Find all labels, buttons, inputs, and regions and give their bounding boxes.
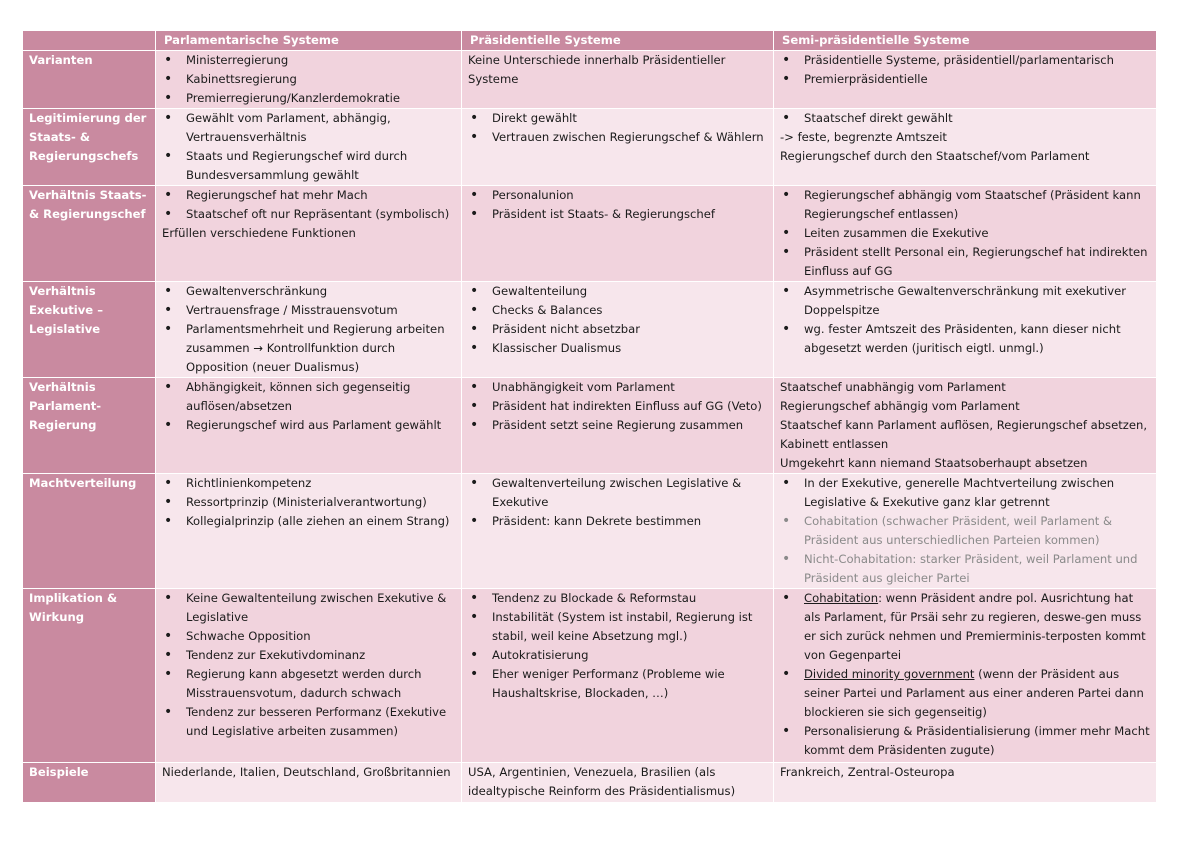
bullet-item: • Tendenz zu Blockade & Reformstau xyxy=(468,589,767,608)
table-row xyxy=(23,109,1157,186)
bullet-item: • Regierungschef hat mehr Mach xyxy=(162,186,455,205)
bullet-item: • Eher weniger Performanz (Probleme wie Haushaltskrise, Blockaden, …) xyxy=(468,665,767,703)
bullet-item: • Regierungschef abhängig vom Staatschef (Präsident kann Regierungschef entlassen) xyxy=(780,186,1150,224)
header-row xyxy=(23,31,1157,51)
bullet-item: • Personalisierung & Präsidentialisierung (immer mehr Macht kommt dem Präsidenten zugute) xyxy=(780,722,1150,760)
bullet-text: : wenn Präsident andre pol. Ausrichtung hat als Parlament, für Prsäi sehr zu regieren, deswe-gen muss er sich zurück nehmen und Premierminis-terposten kommt von Gegenpartei xyxy=(804,591,1146,662)
underlined-term: Divided minority government xyxy=(804,667,975,681)
bullet-item: • Kollegialprinzip (alle ziehen an einem Strang) xyxy=(162,512,455,531)
cell-parlamentarisch xyxy=(156,109,462,186)
cell-parlamentarisch xyxy=(156,186,462,282)
cell-text: Regierungschef durch den Staatschef/vom Parlament xyxy=(780,149,1090,163)
cell-parlamentarisch xyxy=(156,282,462,378)
bullet-item: • Ressortprinzip (Ministerialverantwortung) xyxy=(162,493,455,512)
cell-text: Regierungschef abhängig vom Parlament xyxy=(780,399,1020,413)
bullet-item: • Nicht-Cohabitation: starker Präsident, weil Parlament und Präsident aus gleicher Partei xyxy=(780,550,1150,588)
bullet-item: • Gewaltenteilung xyxy=(468,282,767,301)
table-row xyxy=(23,51,1157,109)
bullet-item xyxy=(780,589,1150,665)
header-corner xyxy=(23,31,156,51)
cell-parlamentarisch xyxy=(156,474,462,589)
table-row xyxy=(23,282,1157,378)
row-label: Verhältnis Exekutive – Legislative xyxy=(23,282,156,378)
bullet-item: • Premierregierung/Kanzlerdemokratie xyxy=(162,89,455,108)
comparison-table xyxy=(22,30,1157,803)
cell-text: Erfüllen verschiedene Funktionen xyxy=(162,226,356,240)
bullet-item: • Leiten zusammen die Exekutive xyxy=(780,224,1150,243)
bullet-item: • Personalunion xyxy=(468,186,767,205)
bullet-item: • Vertrauen zwischen Regierungschef & Wählern xyxy=(468,128,767,147)
row-label: Verhältnis Parlament-Regierung xyxy=(23,378,156,474)
cell-text: Niederlande, Italien, Deutschland, Großbritannien xyxy=(162,765,451,779)
cell-parlamentarisch xyxy=(156,51,462,109)
cell-praesidentiell xyxy=(462,589,774,763)
cell-text: Keine Unterschiede innerhalb Präsidentieller Systeme xyxy=(468,53,726,86)
bullet-item: • Parlamentsmehrheit und Regierung arbeiten zusammen → Kontrollfunktion durch Opposition (neuer Dualismus) xyxy=(162,320,455,377)
cell-parlamentarisch xyxy=(156,589,462,763)
bullet-item: • Abhängigkeit, können sich gegenseitig auflösen/absetzen xyxy=(162,378,455,416)
cell-semi-praesidentiell xyxy=(774,474,1157,589)
cell-praesidentiell xyxy=(462,51,774,109)
bullet-item: • In der Exekutive, generelle Machtverteilung zwischen Legislative & Exekutive ganz klar getrennt xyxy=(780,474,1150,512)
bullet-item: • Keine Gewaltenteilung zwischen Exekutive & Legislative xyxy=(162,589,455,627)
bullet-item: • Präsident nicht absetzbar xyxy=(468,320,767,339)
table-row xyxy=(23,186,1157,282)
cell-text: Frankreich, Zentral-Osteuropa xyxy=(780,765,955,779)
row-label: Beispiele xyxy=(23,763,156,803)
row-label: Legitimierung der Staats- & Regierungschefs xyxy=(23,109,156,186)
bullet-item: • Checks & Balances xyxy=(468,301,767,320)
bullet-item: • Direkt gewählt xyxy=(468,109,767,128)
header-semi-praesidentielle: Semi-präsidentielle Systeme xyxy=(774,31,1157,51)
bullet-item: • Premierpräsidentielle xyxy=(780,70,1150,89)
cell-parlamentarisch xyxy=(156,378,462,474)
bullet-item: • Gewählt vom Parlament, abhängig, Vertrauensverhältnis xyxy=(162,109,455,147)
cell-text: USA, Argentinien, Venezuela, Brasilien (als idealtypische Reinform des Präsidentialismus) xyxy=(468,765,736,798)
cell-parlamentarisch xyxy=(156,763,462,803)
bullet-item: • Gewaltenverteilung zwischen Legislative & Exekutive xyxy=(468,474,767,512)
bullet-item: • Klassischer Dualismus xyxy=(468,339,767,358)
bullet-text: (wenn der Präsident aus seiner Partei und Parlament aus einer anderen Partei dann blockieren sie sich gegenseitig) xyxy=(804,667,1144,719)
row-label: Machtverteilung xyxy=(23,474,156,589)
header-praesidentielle: Präsidentielle Systeme xyxy=(462,31,774,51)
cell-text: -> feste, begrenzte Amtszeit xyxy=(780,130,947,144)
bullet-item: • Tendenz zur Exekutivdominanz xyxy=(162,646,455,665)
cell-semi-praesidentiell xyxy=(774,378,1157,474)
table-row xyxy=(23,589,1157,763)
row-label: Verhältnis Staats- & Regierungschef xyxy=(23,186,156,282)
bullet-item: • Präsident: kann Dekrete bestimmen xyxy=(468,512,767,531)
table-row xyxy=(23,378,1157,474)
bullet-item: • Präsident stellt Personal ein, Regierungschef hat indirekten Einfluss auf GG xyxy=(780,243,1150,281)
bullet-item: • Gewaltenverschränkung xyxy=(162,282,455,301)
cell-praesidentiell xyxy=(462,109,774,186)
bullet-item: • Tendenz zur besseren Performanz (Exekutive und Legislative arbeiten zusammen) xyxy=(162,703,455,741)
cell-semi-praesidentiell xyxy=(774,589,1157,763)
bullet-item: • Regierungschef wird aus Parlament gewählt xyxy=(162,416,455,435)
bullet-item: • Vertrauensfrage / Misstrauensvotum xyxy=(162,301,455,320)
bullet-item: • Unabhängigkeit vom Parlament xyxy=(468,378,767,397)
row-label: Implikation & Wirkung xyxy=(23,589,156,763)
cell-text: Staatschef unabhängig vom Parlament xyxy=(780,380,1006,394)
bullet-item: • Regierung kann abgesetzt werden durch Misstrauensvotum, dadurch schwach xyxy=(162,665,455,703)
cell-semi-praesidentiell xyxy=(774,186,1157,282)
header-parlamentarische: Parlamentarische Systeme xyxy=(156,31,462,51)
cell-praesidentiell xyxy=(462,378,774,474)
bullet-item xyxy=(780,665,1150,722)
bullet-item: • Präsident hat indirekten Einfluss auf GG (Veto) xyxy=(468,397,767,416)
bullet-item: • Ministerregierung xyxy=(162,51,455,70)
cell-text: Staatschef kann Parlament auflösen, Regierungschef absetzen, Kabinett entlassen xyxy=(780,418,1148,451)
bullet-item: • Asymmetrische Gewaltenverschränkung mit exekutiver Doppelspitze xyxy=(780,282,1150,320)
bullet-item: • Präsident setzt seine Regierung zusammen xyxy=(468,416,767,435)
bullet-item: • Instabilität (System ist instabil, Regierung ist stabil, weil keine Absetzung mgl.) xyxy=(468,608,767,646)
cell-praesidentiell xyxy=(462,763,774,803)
bullet-item: • Präsident ist Staats- & Regierungschef xyxy=(468,205,767,224)
cell-text: Umgekehrt kann niemand Staatsoberhaupt absetzen xyxy=(780,456,1088,470)
cell-semi-praesidentiell xyxy=(774,763,1157,803)
bullet-item: • Schwache Opposition xyxy=(162,627,455,646)
underlined-term: Cohabitation xyxy=(804,591,879,605)
bullet-item: • Cohabitation (schwacher Präsident, weil Parlament & Präsident aus unterschiedlichen Parteien kommen) xyxy=(780,512,1150,550)
bullet-item: • Richtlinienkompetenz xyxy=(162,474,455,493)
bullet-item: • Staats und Regierungschef wird durch Bundesversammlung gewählt xyxy=(162,147,455,185)
table-row xyxy=(23,763,1157,803)
bullet-item: • Autokratisierung xyxy=(468,646,767,665)
bullet-item: • Staatschef direkt gewählt xyxy=(780,109,1150,128)
row-label: Varianten xyxy=(23,51,156,109)
cell-semi-praesidentiell xyxy=(774,51,1157,109)
cell-praesidentiell xyxy=(462,282,774,378)
cell-praesidentiell xyxy=(462,474,774,589)
cell-praesidentiell xyxy=(462,186,774,282)
cell-semi-praesidentiell xyxy=(774,109,1157,186)
bullet-item: • Kabinettsregierung xyxy=(162,70,455,89)
table-row xyxy=(23,474,1157,589)
bullet-item: • Präsidentielle Systeme, präsidentiell/parlamentarisch xyxy=(780,51,1150,70)
cell-semi-praesidentiell xyxy=(774,282,1157,378)
bullet-item: • wg. fester Amtszeit des Präsidenten, kann dieser nicht abgesetzt werden (juritisch eigtl. unmgl.) xyxy=(780,320,1150,358)
bullet-item: • Staatschef oft nur Repräsentant (symbolisch) xyxy=(162,205,455,224)
